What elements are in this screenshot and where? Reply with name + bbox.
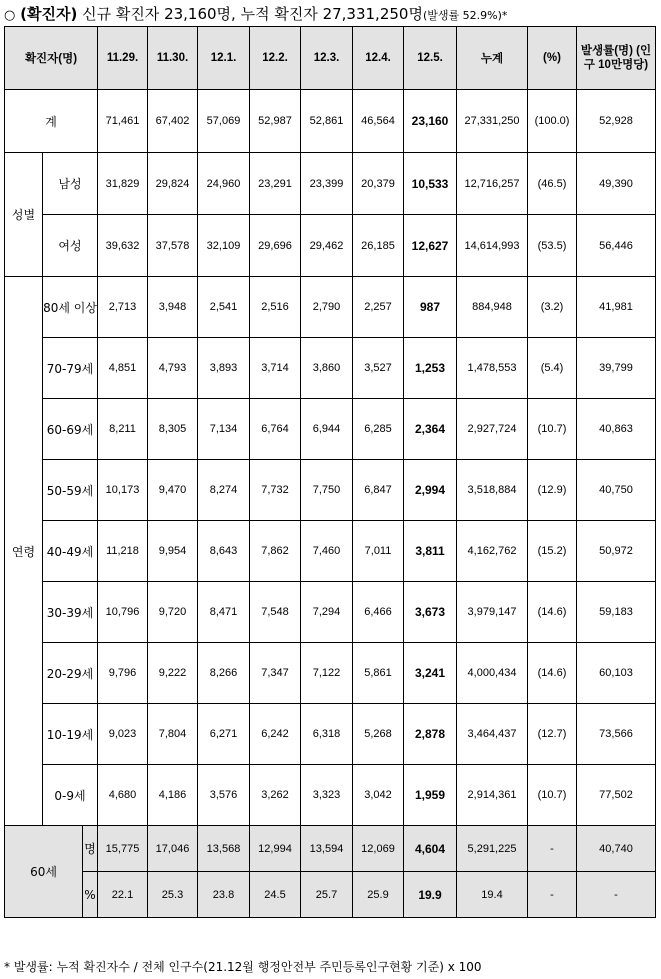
daily-count-cell: 12,994	[250, 826, 301, 872]
daily-count-cell: 9,023	[98, 704, 148, 765]
daily-count-cell: 3,714	[250, 338, 301, 399]
daily-count-cell: 17,046	[148, 826, 198, 872]
daily-count-cell: 9,796	[98, 643, 148, 704]
daily-count-cell: 2,713	[98, 277, 148, 338]
percent-cell: (5.4)	[528, 338, 577, 399]
header-category: 확진자(명)	[5, 27, 98, 90]
daily-count-cell: 31,829	[98, 153, 148, 215]
rate-cell: 56,446	[577, 215, 656, 277]
daily-count-cell: 7,460	[301, 521, 353, 582]
header-percent: (%)	[528, 27, 577, 90]
daily-count-cell: 1,959	[404, 765, 457, 826]
header-rate: 발생률(명) (인구 10만명당)	[577, 27, 656, 90]
cumulative-cell: 27,331,250	[457, 90, 528, 153]
daily-count-cell: 5,268	[353, 704, 404, 765]
heading-rate: (발생률 52.9%)*	[422, 9, 508, 22]
age-label: 70-79세	[43, 338, 98, 399]
daily-count-cell: 67,402	[148, 90, 198, 153]
daily-count-cell: 4,793	[148, 338, 198, 399]
daily-count-cell: 5,861	[353, 643, 404, 704]
percent-cell: (15.2)	[528, 521, 577, 582]
rate-cell: 40,750	[577, 460, 656, 521]
daily-count-cell: 1,253	[404, 338, 457, 399]
percent-cell: (53.5)	[528, 215, 577, 277]
daily-count-cell: 12,627	[404, 215, 457, 277]
daily-count-cell: 3,241	[404, 643, 457, 704]
daily-count-cell: 4,604	[404, 826, 457, 872]
daily-count-cell: 15,775	[98, 826, 148, 872]
daily-count-cell: 2,364	[404, 399, 457, 460]
over60-label: 60세	[5, 826, 83, 918]
rate-cell: 50,972	[577, 521, 656, 582]
age-row	[5, 643, 656, 704]
age-label: 40-49세	[43, 521, 98, 582]
cumulative-cell: 2,914,361	[457, 765, 528, 826]
over60-sub-label: 명	[83, 826, 98, 872]
daily-count-cell: 11,218	[98, 521, 148, 582]
heading-label: (확진자)	[20, 5, 78, 23]
daily-count-cell: 3,262	[250, 765, 301, 826]
daily-count-cell: 3,042	[353, 765, 404, 826]
daily-count-cell: 8,211	[98, 399, 148, 460]
percent-cell: (12.7)	[528, 704, 577, 765]
daily-count-cell: 9,720	[148, 582, 198, 643]
percent-cell: -	[528, 872, 577, 918]
daily-count-cell: 71,461	[98, 90, 148, 153]
daily-count-cell: 4,186	[148, 765, 198, 826]
daily-count-cell: 7,862	[250, 521, 301, 582]
total-label: 계	[5, 90, 98, 153]
age-label: 0-9세	[43, 765, 98, 826]
percent-cell: (46.5)	[528, 153, 577, 215]
daily-count-cell: 23,160	[404, 90, 457, 153]
sex-label: 여성	[43, 215, 98, 277]
daily-count-cell: 8,643	[198, 521, 250, 582]
age-label: 10-19세	[43, 704, 98, 765]
age-row	[5, 704, 656, 765]
daily-count-cell: 2,994	[404, 460, 457, 521]
over60-row	[5, 826, 656, 872]
daily-count-cell: 25.3	[148, 872, 198, 918]
daily-count-cell: 8,274	[198, 460, 250, 521]
age-row	[5, 399, 656, 460]
daily-count-cell: 39,632	[98, 215, 148, 277]
daily-count-cell: 57,069	[198, 90, 250, 153]
daily-count-cell: 37,578	[148, 215, 198, 277]
daily-count-cell: 29,462	[301, 215, 353, 277]
daily-count-cell: 7,122	[301, 643, 353, 704]
cumulative-cell: 12,716,257	[457, 153, 528, 215]
daily-count-cell: 52,861	[301, 90, 353, 153]
header-date: 12.4.	[353, 27, 404, 90]
percent-cell: (14.6)	[528, 582, 577, 643]
daily-count-cell: 8,305	[148, 399, 198, 460]
daily-count-cell: 10,796	[98, 582, 148, 643]
cumulative-cell: 14,614,993	[457, 215, 528, 277]
rate-cell: 40,863	[577, 399, 656, 460]
over60-sub-label: %	[83, 872, 98, 918]
daily-count-cell: 23,291	[250, 153, 301, 215]
header-date: 12.1.	[198, 27, 250, 90]
daily-count-cell: 2,257	[353, 277, 404, 338]
daily-count-cell: 6,285	[353, 399, 404, 460]
daily-count-cell: 3,860	[301, 338, 353, 399]
daily-count-cell: 29,824	[148, 153, 198, 215]
age-label: 80세 이상	[43, 277, 98, 338]
daily-count-cell: 7,294	[301, 582, 353, 643]
daily-count-cell: 3,527	[353, 338, 404, 399]
daily-count-cell: 7,134	[198, 399, 250, 460]
footnote: * 발생률: 누적 확진자수 / 전체 인구수(21.12월 행정안전부 주민등록인구현황 기준) x 100	[4, 960, 482, 974]
rate-cell: 40,740	[577, 826, 656, 872]
header-cumulative: 누계	[457, 27, 528, 90]
daily-count-cell: 24,960	[198, 153, 250, 215]
sex-group-label: 성별	[5, 153, 43, 277]
daily-count-cell: 32,109	[198, 215, 250, 277]
daily-count-cell: 9,954	[148, 521, 198, 582]
rate-cell: 52,928	[577, 90, 656, 153]
sex-row	[5, 215, 656, 277]
age-label: 20-29세	[43, 643, 98, 704]
daily-count-cell: 6,466	[353, 582, 404, 643]
daily-count-cell: 25.7	[301, 872, 353, 918]
cumulative-cell: 884,948	[457, 277, 528, 338]
age-row	[5, 460, 656, 521]
daily-count-cell: 9,222	[148, 643, 198, 704]
rate-cell: 60,103	[577, 643, 656, 704]
rate-cell: 59,183	[577, 582, 656, 643]
daily-count-cell: 6,318	[301, 704, 353, 765]
confirmed-cases-table	[4, 26, 656, 918]
rate-cell: 77,502	[577, 765, 656, 826]
rate-cell: -	[577, 872, 656, 918]
daily-count-cell: 8,471	[198, 582, 250, 643]
percent-cell: (14.6)	[528, 643, 577, 704]
age-row	[5, 582, 656, 643]
rate-cell: 41,981	[577, 277, 656, 338]
daily-count-cell: 22.1	[98, 872, 148, 918]
daily-count-cell: 2,516	[250, 277, 301, 338]
cumulative-cell: 5,291,225	[457, 826, 528, 872]
percent-cell: (10.7)	[528, 765, 577, 826]
daily-count-cell: 6,242	[250, 704, 301, 765]
daily-count-cell: 10,173	[98, 460, 148, 521]
cumulative-cell: 19.4	[457, 872, 528, 918]
daily-count-cell: 2,790	[301, 277, 353, 338]
daily-count-cell: 25.9	[353, 872, 404, 918]
daily-count-cell: 23.8	[198, 872, 250, 918]
daily-count-cell: 6,764	[250, 399, 301, 460]
cumulative-cell: 4,162,762	[457, 521, 528, 582]
sex-label: 남성	[43, 153, 98, 215]
cumulative-cell: 4,000,434	[457, 643, 528, 704]
daily-count-cell: 3,893	[198, 338, 250, 399]
daily-count-cell: 26,185	[353, 215, 404, 277]
percent-cell: (10.7)	[528, 399, 577, 460]
bullet-circle-icon: ○	[4, 8, 16, 23]
daily-count-cell: 6,944	[301, 399, 353, 460]
total-row	[5, 90, 656, 153]
percent-cell: (100.0)	[528, 90, 577, 153]
header-date: 12.5.	[404, 27, 457, 90]
cumulative-cell: 1,478,553	[457, 338, 528, 399]
heading-summary: 신규 확진자 23,160명, 누적 확진자 27,331,250명	[77, 5, 423, 23]
cumulative-cell: 3,979,147	[457, 582, 528, 643]
daily-count-cell: 4,680	[98, 765, 148, 826]
daily-count-cell: 9,470	[148, 460, 198, 521]
rate-cell: 73,566	[577, 704, 656, 765]
sex-row	[5, 153, 656, 215]
daily-count-cell: 3,948	[148, 277, 198, 338]
daily-count-cell: 24.5	[250, 872, 301, 918]
daily-count-cell: 3,323	[301, 765, 353, 826]
daily-count-cell: 7,347	[250, 643, 301, 704]
cumulative-cell: 3,464,437	[457, 704, 528, 765]
daily-count-cell: 13,568	[198, 826, 250, 872]
age-label: 60-69세	[43, 399, 98, 460]
age-row	[5, 765, 656, 826]
daily-count-cell: 6,847	[353, 460, 404, 521]
daily-count-cell: 2,541	[198, 277, 250, 338]
age-group-label: 연령	[5, 277, 43, 826]
daily-count-cell: 7,750	[301, 460, 353, 521]
daily-count-cell: 10,533	[404, 153, 457, 215]
daily-count-cell: 19.9	[404, 872, 457, 918]
age-label: 30-39세	[43, 582, 98, 643]
daily-count-cell: 7,548	[250, 582, 301, 643]
page-heading	[4, 3, 659, 25]
daily-count-cell: 7,732	[250, 460, 301, 521]
daily-count-cell: 2,878	[404, 704, 457, 765]
over60-row	[5, 872, 656, 918]
daily-count-cell: 12,069	[353, 826, 404, 872]
rate-cell: 49,390	[577, 153, 656, 215]
rate-cell: 39,799	[577, 338, 656, 399]
header-date: 12.2.	[250, 27, 301, 90]
age-row	[5, 277, 656, 338]
cumulative-cell: 2,927,724	[457, 399, 528, 460]
header-date: 12.3.	[301, 27, 353, 90]
daily-count-cell: 7,011	[353, 521, 404, 582]
percent-cell: -	[528, 826, 577, 872]
age-label: 50-59세	[43, 460, 98, 521]
daily-count-cell: 6,271	[198, 704, 250, 765]
daily-count-cell: 29,696	[250, 215, 301, 277]
table-header-row	[5, 27, 656, 90]
header-date: 11.29.	[98, 27, 148, 90]
daily-count-cell: 52,987	[250, 90, 301, 153]
daily-count-cell: 8,266	[198, 643, 250, 704]
daily-count-cell: 13,594	[301, 826, 353, 872]
age-row	[5, 521, 656, 582]
daily-count-cell: 23,399	[301, 153, 353, 215]
daily-count-cell: 3,811	[404, 521, 457, 582]
daily-count-cell: 3,576	[198, 765, 250, 826]
daily-count-cell: 4,851	[98, 338, 148, 399]
header-date: 11.30.	[148, 27, 198, 90]
percent-cell: (12.9)	[528, 460, 577, 521]
cumulative-cell: 3,518,884	[457, 460, 528, 521]
age-row	[5, 338, 656, 399]
daily-count-cell: 46,564	[353, 90, 404, 153]
daily-count-cell: 7,804	[148, 704, 198, 765]
daily-count-cell: 20,379	[353, 153, 404, 215]
percent-cell: (3.2)	[528, 277, 577, 338]
daily-count-cell: 3,673	[404, 582, 457, 643]
daily-count-cell: 987	[404, 277, 457, 338]
